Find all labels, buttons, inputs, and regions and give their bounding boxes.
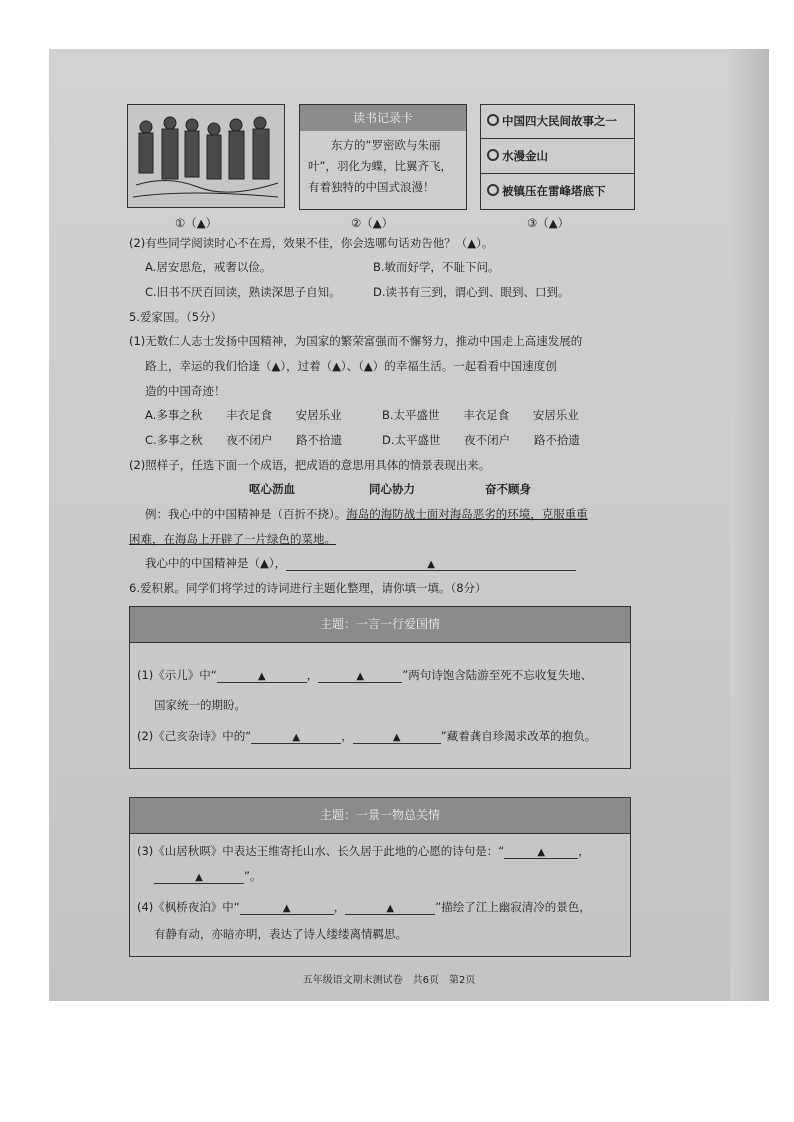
fill-blank[interactable] <box>504 844 578 859</box>
opt-part: 夜不闭户 <box>464 433 511 447</box>
hint-row-3 <box>481 175 634 208</box>
line-text: ”描绘了江上幽寂清冷的景色， <box>435 900 591 914</box>
q4-2-option-b: B.敏而好学，不耻下问。 <box>373 260 500 274</box>
fill-blank[interactable] <box>318 668 402 683</box>
theme-box-scenery <box>129 797 631 957</box>
line-text: (2)《己亥杂诗》中的“ <box>137 729 252 743</box>
answer-label-1: ①（▲） <box>175 216 218 230</box>
page-footer: 五年级语文期末测试卷 共6页 第2页 <box>302 975 476 986</box>
q5-2-stem: (2)照样子，任选下面一个成语，把成语的意思用具体的情景表现出来。 <box>129 458 491 472</box>
idiom-2: 同心协力 <box>369 482 415 496</box>
q4-2-stem: (2)有些同学阅读时心不在焉，效果不佳，你会选哪句话劝告他？（▲）。 <box>129 236 494 250</box>
line-text: (1)《示儿》中“ <box>137 668 217 682</box>
comma: ， <box>341 729 353 743</box>
idiom-3: 奋不顾身 <box>485 482 531 496</box>
q4-2-option-c: C.旧书不厌百回读，熟读深思子自知。 <box>145 285 341 299</box>
q5-example-line-1 <box>145 506 588 522</box>
hint-text: 水漫金山 <box>502 149 548 163</box>
opt-part: 安居乐业 <box>295 408 342 422</box>
hint-row-2 <box>481 140 634 174</box>
hint-text: 被镇压在雷峰塔底下 <box>502 184 606 198</box>
line-text: ”两句诗饱含陆游至死不忘收复失地、 <box>402 668 593 682</box>
blank-mark: ▲ <box>356 671 365 682</box>
fill-blank[interactable] <box>251 729 341 744</box>
q5-1-line-2: 路上，幸运的我们恰逢（▲），过着（▲）、（▲）的幸福生活。一起看看中国速度创 <box>145 359 557 373</box>
theme-2-title: 主题：一景一物总关情 <box>130 798 630 834</box>
example-prefix: 例：我心中的中国精神是（百折不挠）。 <box>145 507 347 521</box>
theme-1-line-2: 国家统一的期盼。 <box>154 698 246 712</box>
line-text: (4)《枫桥夜泊》中“ <box>137 900 240 914</box>
illustration-box <box>127 104 285 208</box>
theme-2-line-2 <box>137 899 591 915</box>
answer-label-3: ③（▲） <box>527 216 570 230</box>
theme-2-line-1 <box>137 843 590 859</box>
q4-2-option-a: A.居安思危，戒奢以俭。 <box>145 260 272 274</box>
opt-part: 安居乐业 <box>532 408 579 422</box>
q5-option-c <box>145 432 342 448</box>
opt-part: B.太平盛世 <box>382 408 440 422</box>
q4-2-option-d: D.读书有三到，谓心到、眼到、口到。 <box>373 285 570 299</box>
reading-card-text: 东方的“罗密欧与朱丽叶”，羽化为蝶，比翼齐飞，有着独特的中国式浪漫！ <box>308 138 452 194</box>
blank-mark: ▲ <box>292 732 301 743</box>
comma: ， <box>333 900 346 914</box>
reading-record-card <box>299 104 467 210</box>
theme-1-line-3 <box>137 728 596 744</box>
opt-part: 夜不闭户 <box>226 433 273 447</box>
fill-blank[interactable] <box>154 869 244 884</box>
opt-part: 丰衣足食 <box>463 408 510 422</box>
theme-2-line-3: 有静有动，亦暗亦明，表达了诗人缕缕离情羁思。 <box>154 927 407 941</box>
circle-bullet-icon <box>487 149 499 161</box>
opt-part: 路不拾遗 <box>533 433 580 447</box>
q5-heading: 5.爱家国。（5分） <box>129 310 223 324</box>
opt-part: C.多事之秋 <box>145 433 203 447</box>
q5-example-line-2: 困难，在海岛上开辟了一片绿色的菜地。 <box>129 532 336 546</box>
circle-bullet-icon <box>487 114 499 126</box>
answer-prefix: 我心中的中国精神是（▲）， <box>145 556 287 570</box>
blank-mark: ▲ <box>537 847 546 858</box>
q5-answer-line <box>145 555 576 571</box>
q5-option-b <box>382 407 579 423</box>
line-text: (3)《山居秋暝》中表达王维寄托山水、长久居于此地的心愿的诗句是：“ <box>137 844 505 858</box>
blank-mark: ▲ <box>427 559 435 570</box>
theme-2-line-1b <box>154 868 261 884</box>
answer-blank[interactable] <box>286 556 576 571</box>
theme-1-title: 主题：一言一行爱国情 <box>130 607 630 643</box>
blank-mark: ▲ <box>257 671 266 682</box>
circle-bullet-icon <box>487 184 499 196</box>
blank-mark: ▲ <box>282 903 291 914</box>
theme-box-patriotism <box>129 606 631 769</box>
fill-blank[interactable] <box>345 900 435 915</box>
q6-heading: 6.爱积累。同学们将学过的诗词进行主题化整理，请你填一填。（8分） <box>129 581 487 595</box>
q5-1-line-3: 造的中国奇迹！ <box>145 384 226 398</box>
comma: ， <box>306 668 319 682</box>
comma: ， <box>578 844 590 858</box>
q5-1-line-1: (1)无数仁人志士发扬中国精神，为国家的繁荣富强而不懈努力，推动中国走上高速发展的 <box>129 334 583 348</box>
fill-blank[interactable] <box>240 900 334 915</box>
q5-option-d <box>382 432 580 448</box>
reading-card-title: 读书记录卡 <box>300 105 466 131</box>
hint-text: 中国四大民间故事之一 <box>502 114 617 128</box>
example-underlined: 海岛的海防战士面对海岛恶劣的环境，克服重重 <box>346 507 588 521</box>
idiom-1: 呕心沥血 <box>249 482 295 496</box>
q5-option-a <box>145 407 342 423</box>
line-text: ”。 <box>244 869 262 883</box>
fill-blank[interactable] <box>217 668 307 683</box>
opt-part: 路不拾遗 <box>296 433 342 447</box>
paper-edge <box>731 49 769 1001</box>
blank-mark: ▲ <box>386 903 395 914</box>
story-hint-box <box>480 104 635 210</box>
opt-part: A.多事之秋 <box>145 408 203 422</box>
blank-mark: ▲ <box>392 732 401 743</box>
hint-row-1 <box>481 105 634 139</box>
answer-label-2: ②（▲） <box>351 216 394 230</box>
theme-1-line-1 <box>137 667 592 683</box>
opt-part: D.太平盛世 <box>382 433 441 447</box>
exam-paper-sheet <box>49 49 769 1001</box>
figures-illustration <box>128 105 283 206</box>
blank-mark: ▲ <box>195 872 203 883</box>
fill-blank[interactable] <box>353 729 441 744</box>
line-text: ”藏着龚自珍渴求改革的抱负。 <box>440 729 597 743</box>
opt-part: 丰衣足食 <box>225 408 272 422</box>
